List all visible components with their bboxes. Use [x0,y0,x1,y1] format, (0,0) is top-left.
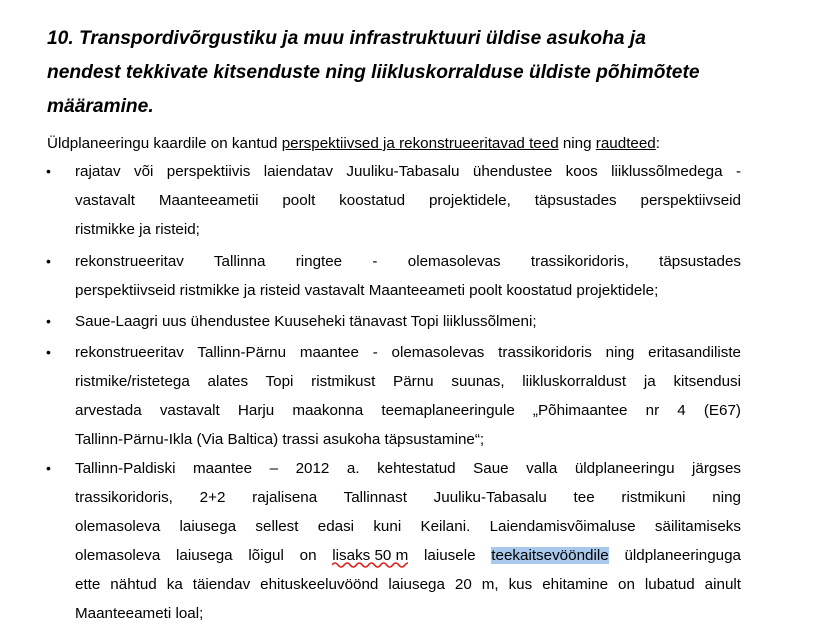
section-heading [47,22,767,124]
bullet-icon: • [46,344,51,360]
selected-text[interactable]: teekaitsevööndile [491,547,609,564]
list-item-line: perspektiivseid ristmikke ja risteid vastavalt Maanteeameti poolt koostatud projektidele; [75,282,659,299]
intro-underlined-railways: raudteed [595,135,656,152]
list-item-line: arvestada vastavalt Harju maakonna teemaplaneeringule „Põhimaantee nr 4 (E67) [75,402,741,419]
list-item-line: rekonstrueeritav Tallinn-Pärnu maantee - olemasolevas trassikoridoris ning eritasandiliste [75,344,741,361]
intro-underlined-roads: perspektiivsed ja rekonstrueeritavad teed [281,135,559,152]
list-item-line: ette nähtud ka täiendav ehituskeeluvöönd laiusega 20 m, kus ehitamine on lubatud ainult [75,576,741,593]
intro-text: : [655,135,660,152]
intro-paragraph [47,131,787,157]
bullet-icon: • [46,253,51,269]
heading-line: 10. Transpordivõrgustiku ja muu infrastruktuuri üldise asukoha ja [47,28,646,49]
intro-text: ning [558,135,596,152]
list-item-line: ristmike/ristetega alates Topi ristmikust Pärnu suunas, liikluskorraldust ja kitsendusi [75,373,741,390]
heading-line: nendest tekkivate kitsenduste ning liikluskorralduse üldiste põhimõtete [47,62,700,83]
spellcheck-flagged-text [332,541,408,570]
flagged-text: lisaks 50 m [332,547,409,564]
list-item-line: rajatav või perspektiivis laiendatav Juuliku-Tabasalu ühendustee koos liiklussõlmedega - [75,163,741,180]
list-item-line: Tallinn-Pärnu-Ikla (Via Baltica) trassi asukoha täpsustamine“; [75,431,485,448]
list-item-line: trassikoridoris, 2+2 rajalisena Tallinnast Juuliku-Tabasalu tee ristmikuni ning [75,489,741,506]
list-item-line: Tallinn-Paldiski maantee – 2012 a. kehtestatud Saue valla üldplaneeringu järgses [75,460,741,477]
spellcheck-squiggle [332,561,408,569]
list-item-line: olemasoleva laiusega sellest edasi kuni Keilani. Laiendamisvõimaluse säilitamiseks [75,518,741,535]
bullet-icon: • [46,163,51,179]
list-item-line: Maanteeameti loal; [75,605,204,622]
list-item-line-with-marks [75,541,741,570]
list-item-line: ristmikke ja risteid; [75,221,200,238]
list-item-line: vastavalt Maanteeametii poolt koostatud projektidele, täpsustades perspektiivseid [75,192,741,209]
heading-line: määramine. [47,96,154,117]
list-item-line: Saue-Laagri uus ühendustee Kuuseheki tänavast Topi liiklussõlmeni; [75,313,537,330]
list-item-line: rekonstrueeritav Tallinna ringtee - olemasolevas trassikoridoris, täpsustades [75,253,741,270]
list-item-text: laiusele [408,547,492,564]
bullet-icon: • [46,313,51,329]
list-item-text: üldplaneeringuga [608,547,741,564]
intro-text: Üldplaneeringu kaardile on kantud [47,135,282,152]
list-item-text: olemasoleva laiusega lõigul on [75,547,333,564]
bullet-icon: • [46,460,51,476]
